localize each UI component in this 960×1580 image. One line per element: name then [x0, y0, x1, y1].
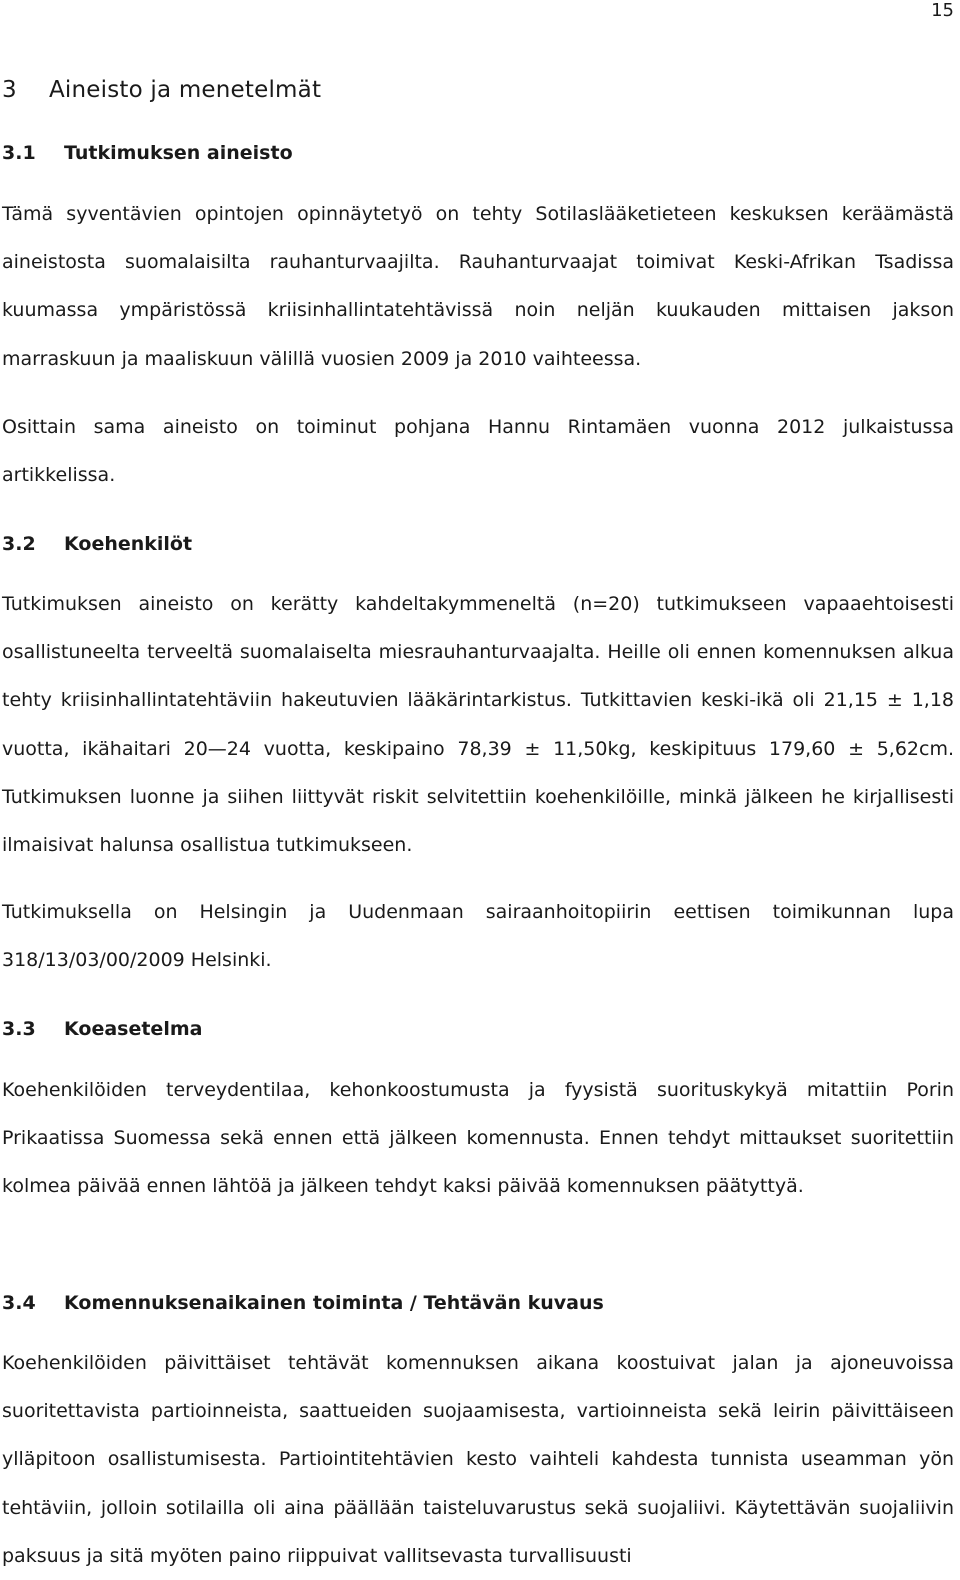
section-title: Tutkimuksen aineisto	[64, 142, 293, 164]
chapter-heading	[2, 74, 321, 106]
section-heading-3-2	[2, 530, 192, 558]
page-number: 15	[931, 0, 954, 21]
chapter-number: 3	[2, 77, 17, 103]
paragraph: Tämä syventävien opintojen opinnäytetyö on tehty Sotilaslääketieteen keskuksen keräämästä aineistosta suomalaisilta rauhanturvaajilta. Rauhanturvaajat toimivat Keski-Afrikan Tsadissa kuumassa ympäristössä kriisinhallintatehtävissä noin neljän kuukauden mittaisen jakson marraskuun ja maaliskuun välillä vuosien 2009 ja 2010 vaihteessa.	[2, 203, 954, 370]
paragraph: Koehenkilöiden terveydentilaa, kehonkoostumusta ja fyysistä suorituskykyä mitattiin Porin Prikaatissa Suomessa sekä ennen että jälkeen komennusta. Ennen tehdyt mittaukset suoritettiin kolmea päivää ennen lähtöä ja jälkeen tehdyt kaksi päivää komennuksen päätyttyä.	[2, 1079, 954, 1198]
section-heading-3-4	[2, 1289, 604, 1317]
paragraph: Osittain sama aineisto on toiminut pohjana Hannu Rintamäen vuonna 2012 julkaistussa artikkelissa.	[2, 416, 954, 487]
paragraph: Tutkimuksen aineisto on kerätty kahdeltakymmeneltä (n=20) tutkimukseen vapaaehtoisesti osallistuneelta terveeltä suomalaiselta miesrauhanturvaajalta. Heille oli ennen komennuksen alkua tehty kriisinhallintatehtäviin hakeutuvien lääkärintarkistus. Tutkittavien keski-ikä oli 21,15 ± 1,18 vuotta, ikähaitari 20—24 vuotta, keskipaino 78,39 ± 11,50kg, keskipituus 179,60 ± 5,62cm. Tutkimuksen luonne ja siihen liittyvät riskit selvitettiin koehenkilöille, minkä jälkeen he kirjallisesti ilmaisivat halunsa osallistua tutkimukseen.	[2, 593, 954, 857]
section-number: 3.3	[2, 1018, 36, 1040]
section-heading-3-3	[2, 1015, 202, 1043]
section-title: Koeasetelma	[64, 1018, 203, 1040]
section-heading-3-1	[2, 139, 293, 167]
chapter-title: Aineisto ja menetelmät	[49, 77, 322, 103]
paragraph: Koehenkilöiden päivittäiset tehtävät komennuksen aikana koostuivat jalan ja ajoneuvoissa suoritettavista partioinneista, saattueiden suojaamisesta, vartioinneista sekä leirin päivittäiseen ylläpitoon osallistumisesta. Partiointitehtävien kesto vaihteli kahdesta tunnista useamman yön tehtäviin, jolloin sotilailla oli aina päällään taisteluvarustus sekä suojaliivi. Käytettävän suojaliivin paksuus ja sitä myöten paino riippuivat vallitsevasta turvallisuusti	[2, 1352, 954, 1567]
section-title: Koehenkilöt	[64, 533, 193, 555]
section-title: Komennuksenaikainen toiminta / Tehtävän kuvaus	[64, 1292, 604, 1314]
section-number: 3.4	[2, 1292, 36, 1314]
section-number: 3.2	[2, 533, 36, 555]
section-number: 3.1	[2, 142, 36, 164]
paragraph: Tutkimuksella on Helsingin ja Uudenmaan sairaanhoitopiirin eettisen toimikunnan lupa 318/13/03/00/2009 Helsinki.	[2, 901, 954, 972]
